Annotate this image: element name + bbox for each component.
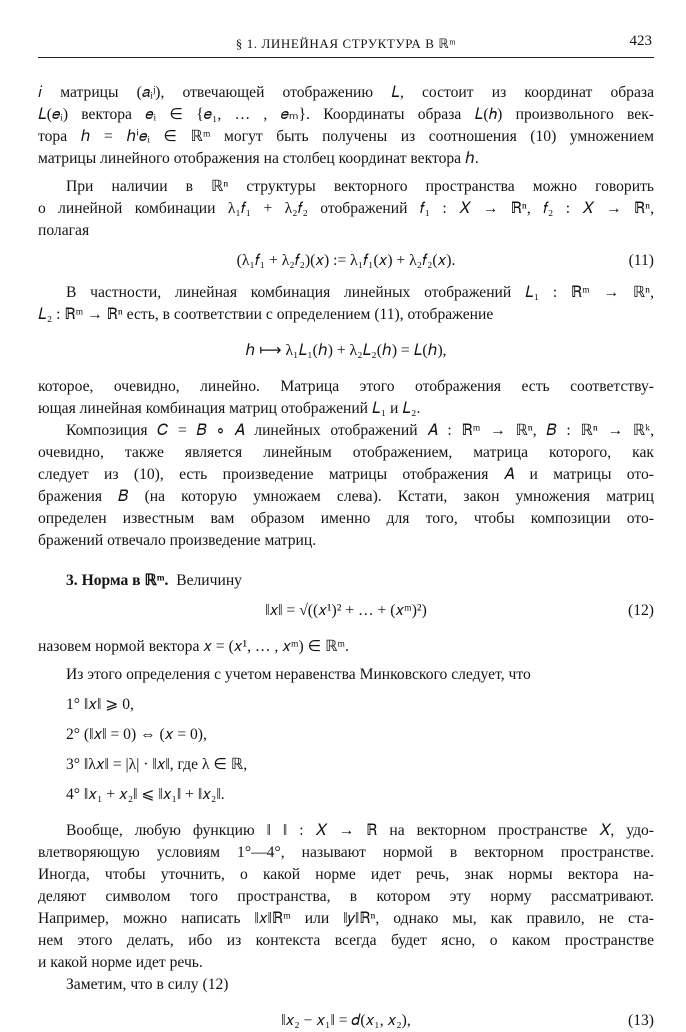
text-line: определен известным вам образом именно для того, чтобы композиции ото- [38, 510, 654, 527]
equation-number: (12) [628, 602, 654, 619]
formula-13 [38, 1010, 654, 1032]
property-item: 2° (‖𝑥‖ = 0) ⇔ (𝑥 = 0), [66, 726, 207, 743]
formula-12 [38, 600, 654, 622]
text-line: тора ℎ = ℎⁱ𝑒ᵢ ∈ ℝᵐ могут быть получены из соотношения (10) умножением [38, 128, 654, 145]
running-header [38, 33, 654, 58]
text-line: следует из (10), есть произведение матрицы отображения 𝐴 и матрицы ото- [38, 466, 654, 483]
text-line: Из этого определения с учетом неравенства Минковского следует, что [66, 666, 531, 683]
text-line: 𝐿(𝑒ᵢ) вектора 𝑒ᵢ ∈ {𝑒₁, … , 𝑒ₘ}. Координаты образа 𝐿(ℎ) произвольного век- [38, 106, 654, 123]
section-heading [38, 570, 654, 592]
text-line: 𝐿₂ : ℝᵐ → ℝⁿ есть, в соответствии с определением (11), отображение [38, 306, 494, 323]
text-line: бражений отвечало произведение матриц. [38, 532, 317, 549]
text-line: полагая [38, 222, 90, 239]
equation-number: (13) [628, 1012, 654, 1029]
text-line: о линейной комбинации λ₁𝑓₁ + λ₂𝑓₂ отображений 𝑓₁ : 𝑋 → ℝⁿ, 𝑓₂ : 𝑋 → ℝⁿ, [38, 200, 654, 217]
text-line: При наличии в ℝⁿ структуры векторного пространства можно говорить [66, 178, 654, 195]
formula-text: ‖𝑥‖ = √((𝑥¹)² + … + (𝑥ᵐ)²) [265, 602, 427, 619]
property-item: 4° ‖𝑥₁ + 𝑥₂‖ ⩽ ‖𝑥₁‖ + ‖𝑥₂‖. [66, 786, 225, 803]
page-body [38, 82, 654, 1032]
formula-text: ‖𝑥₂ − 𝑥₁‖ = 𝑑(𝑥₁, 𝑥₂), [281, 1012, 411, 1029]
formula-text: ℎ ⟼ λ₁𝐿₁(ℎ) + λ₂𝐿₂(ℎ) = 𝐿(ℎ), [245, 342, 447, 359]
section-title: 3. Норма в ℝᵐ. [66, 572, 169, 589]
page-number: 423 [629, 33, 652, 49]
text-line: Например, можно написать ‖𝑥‖ℝᵐ или ‖𝑦‖ℝⁿ, однако мы, как правило, не ста- [38, 910, 654, 927]
text-line: бражения 𝐵 (на которую умножаем слева). Кстати, закон умножения матриц [38, 488, 654, 505]
text-line: 𝑖 матрицы (𝑎ᵢʲ), отвечающей отображению 𝐿, состоит из координат образа [38, 84, 654, 101]
equation-number: (11) [628, 252, 654, 269]
text-line: В частности, линейная комбинация линейных отображений 𝐿₁ : ℝᵐ → ℝⁿ, [66, 284, 654, 301]
formula-text: (λ₁𝑓₁ + λ₂𝑓₂)(𝑥) := λ₁𝑓₁(𝑥) + λ₂𝑓₂(𝑥). [236, 252, 456, 269]
text-line: Иногда, чтобы уточнить, о какой норме идет речь, знак нормы вектора на- [38, 866, 654, 883]
section-intro: Величину [176, 572, 242, 589]
header-title: § 1. ЛИНЕЙНАЯ СТРУКТУРА В ℝᵐ [235, 36, 457, 51]
text-line: Композиция 𝐶 = 𝐵 ∘ 𝐴 линейных отображений 𝐴 : ℝᵐ → ℝⁿ, 𝐵 : ℝⁿ → ℝᵏ, [66, 422, 654, 439]
property-item: 3° ‖λ𝑥‖ = |λ| · ‖𝑥‖, где λ ∈ ℝ, [66, 756, 248, 773]
text-line: очевидно, также является линейным отображением, матрица которого, как [38, 444, 654, 461]
text-line: влетворяющую условиям 1°—4°, называют нормой в векторном пространстве. [38, 844, 654, 861]
text-line: Вообще, любую функцию ‖ ‖ : 𝑋 → ℝ на векторном пространстве 𝑋, удо- [66, 822, 654, 839]
property-item: 1° ‖𝑥‖ ⩾ 0, [66, 696, 134, 713]
text-line: и какой норме идет речь. [38, 954, 203, 971]
text-line: назовем нормой вектора 𝑥 = (𝑥¹, … , 𝑥ᵐ) ∈ ℝᵐ. [38, 638, 349, 655]
text-line: матрицы линейного отображения на столбец координат вектора ℎ. [38, 150, 479, 167]
text-line: ющая линейная комбинация матриц отображений 𝐿₁ и 𝐿₂. [38, 400, 421, 417]
formula-11 [38, 250, 654, 272]
text-line: которое, очевидно, линейно. Матрица этого отображения есть соответству- [38, 378, 654, 395]
formula-mapping [38, 340, 654, 362]
text-line: нем этого делать, ибо из контекста всегда будет ясно, о каком пространстве [38, 932, 654, 949]
text-line: деляют символом того пространства, в котором эту норму рассматривают. [38, 888, 654, 905]
text-line: Заметим, что в силу (12) [66, 976, 229, 993]
